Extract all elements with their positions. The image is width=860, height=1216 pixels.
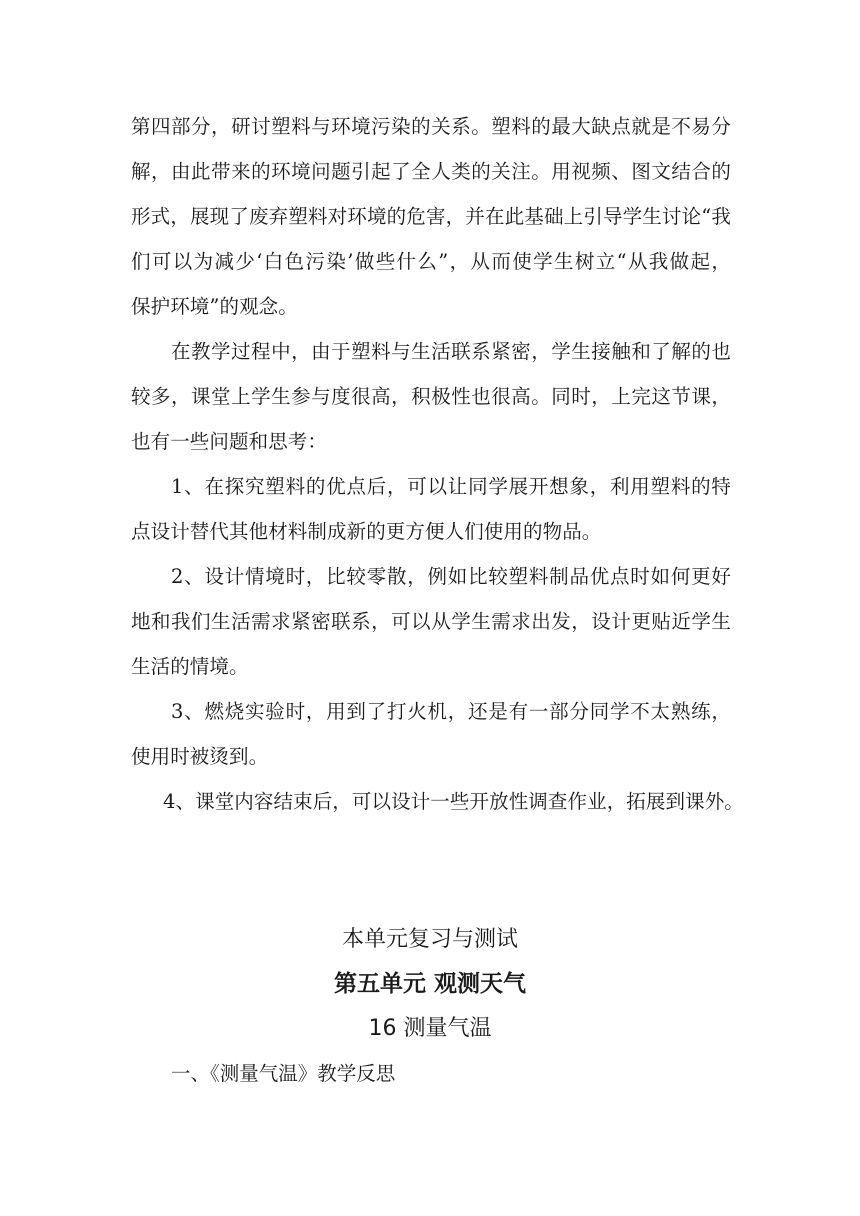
section-heading: 本单元复习与测试 [341, 927, 518, 952]
list-item-line: 地和我们生活需求紧密联系，可以从学生需求出发，设计更贴近学生 [131, 610, 731, 633]
unit-title: 第五单元 观测天气 [333, 971, 526, 997]
list-item-line: 生活的情境。 [131, 655, 249, 678]
paragraph-line: 在教学过程中，由于塑料与生活联系紧密，学生接触和了解的也 [171, 340, 731, 363]
list-item-line: 1、在探究塑料的优点后，可以让同学展开想象，利用塑料的特 [171, 475, 731, 498]
paragraph-line: 形式，展现了废弃塑料对环境的危害，并在此基础上引导学生讨论“我 [131, 205, 731, 228]
lesson-title: 16 测量气温 [368, 1016, 492, 1041]
paragraph-line: 保护环境”的观念。 [131, 295, 298, 318]
paragraph-line: 也有一些问题和思考： [131, 430, 328, 453]
paragraph-line: 较多，课堂上学生参与度很高，积极性也很高。同时，上完这节课， [131, 385, 731, 408]
subheading: 一、《测量气温》教学反思 [171, 1062, 396, 1085]
list-item-line: 3、燃烧实验时，用到了打火机，还是有一部分同学不太熟练， [171, 700, 731, 723]
paragraph-line: 解，由此带来的环境问题引起了全人类的关注。用视频、图文结合的 [131, 160, 731, 183]
paragraph-line: 们可以为减少‘白色污染’做些什么”，从而使学生树立“从我做起， [131, 250, 731, 273]
paragraph-line: 第四部分，研讨塑料与环境污染的关系。塑料的最大缺点就是不易分 [131, 115, 731, 138]
list-item-line: 使用时被烫到。 [131, 745, 269, 768]
list-item-line: 4、课堂内容结束后，可以设计一些开放性调查作业，拓展到课外。 [163, 790, 744, 813]
list-item-line: 2、设计情境时，比较零散，例如比较塑料制品优点时如何更好 [171, 565, 731, 588]
list-item-line: 点设计替代其他材料制成新的更方便人们使用的物品。 [131, 520, 602, 543]
